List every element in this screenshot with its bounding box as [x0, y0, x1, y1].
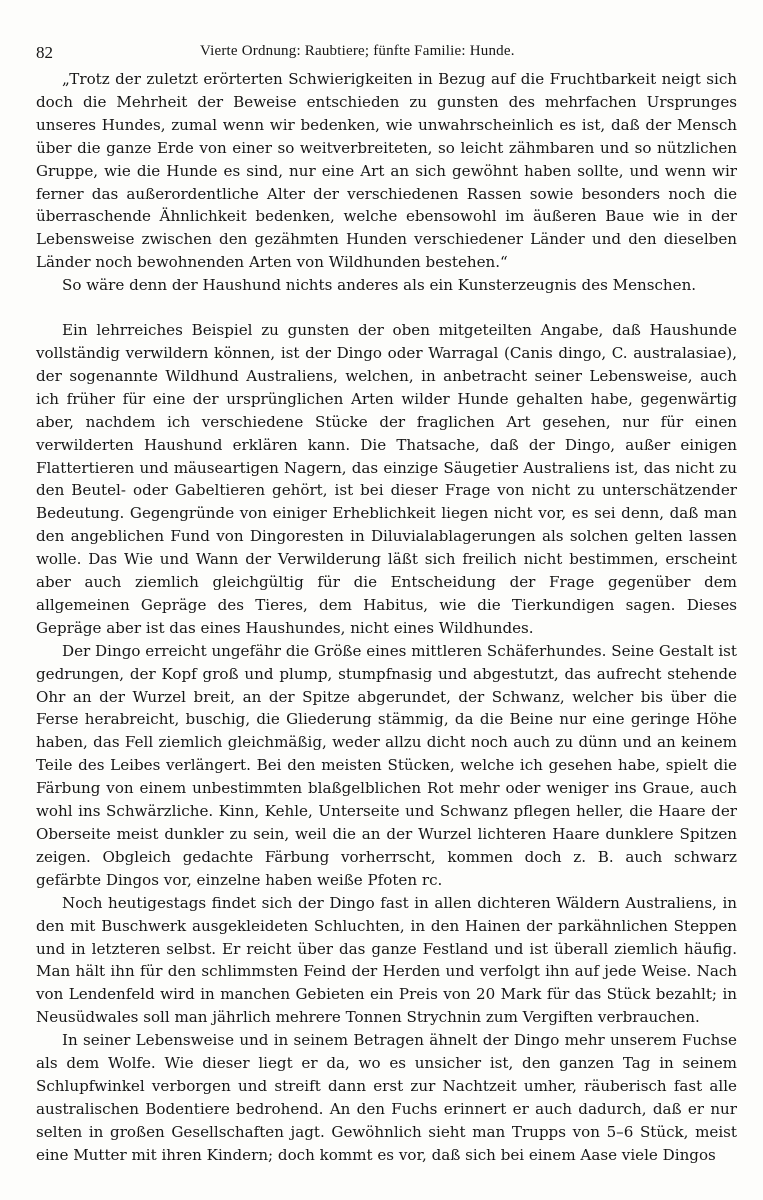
section-gap [36, 297, 737, 319]
paragraph-darwin-quote: „Trotz der zuletzt erörterten Schwierigkeiten in Bezug auf die Fruchtbarkeit neigt sich doch die Mehrheit der Beweise entschieden zu gunsten des mehrfachen Ursprunges unseres Hundes, zumal wenn wir bedenken, wie unwahrscheinlich es ist, daß der Mensch über die ganze Erde von einer so weitverbreiteten, so leicht zähmbaren und so nützlichen Gruppe, wie die Hunde es sind, nur eine Art an sich gewöhnt haben sollte, und wenn wir ferner das außerordentliche Alter der verschiedenen Rassen sowie besonders noch die überraschende Ähnlichkeit bedenken, welche ebensowohl im äußeren Baue wie in der Lebensweise zwischen den gezähmten Hunden verschiedener Länder und den dieselben Länder noch bewohnenden Arten von Wildhunden bestehen.“ [36, 70, 737, 272]
running-title: Vierte Ordnung: Raubtiere; fünfte Familie: Hunde. [200, 43, 515, 59]
body-text [36, 68, 737, 1167]
paragraph-conclusion: So wäre denn der Haushund nichts anderes als ein Kunsterzeugnis des Menschen. [62, 276, 697, 295]
paragraph-dingo-appearance: Der Dingo erreicht ungefähr die Größe eines mittleren Schäferhundes. Seine Gestalt ist gedrungen, der Kopf groß und plump, stumpfnasig und abgestutzt, das aufrecht stehende Ohr an der Wurzel breit, an der Spitze abgerundet, der Schwanz, welcher bis über die Ferse herabreicht, buschig, die Gliederung stämmig, da die Beine nur eine geringe Höhe haben, das Fell ziemlich gleichmäßig, weder allzu dicht noch auch zu dünn und an keinem Teile des Leibes verlängert. Bei den meisten Stücken, welche ich gesehen habe, spielt die Färbung von einem unbestimmten blaßgelblichen Rot mehr oder weniger ins Graue, auch wohl ins Schwärzliche. Kinn, Kehle, Unterseite und Schwanz pflegen heller, die Haare der Oberseite meist dunkler zu sein, weil die an der Wurzel lichteren Haare dunklere Spitzen zeigen. Obgleich gedachte Färbung vorherrscht, kommen doch z. B. auch schwarz gefärbte Dingos vor, einzelne haben weiße Pfoten rc. [36, 641, 737, 889]
paragraph-dingo-intro: Ein lehrreiches Beispiel zu gunsten der oben mitgeteilten Angabe, daß Haushunde vollständig verwildern können, ist der Dingo oder Warragal (Canis dingo, C. australasiae), der sogenannte Wildhund Australiens, welchen, in anbetracht seiner Lebensweise, auch ich früher für eine der ursprünglichen Arten wilder Hunde gehalten habe, gegenwärtig aber, nachdem ich verschiedene Stücke der fraglichen Art gesehen, nur für einen verwilderten Haushund erklären kann. Die Thatsache, daß der Dingo, außer einigen Flattertieren und mäuseartigen Nagern, das einzige Säugetier Australiens ist, das nicht zu den Beutel- oder Gabeltieren gehört, ist bei dieser Frage von nicht zu unterschätzender Bedeutung. Gegengründe von einiger Erheblichkeit liegen nicht vor, es sei denn, daß man den angeblichen Fund von Dingoresten in Diluvialablagerungen als solchen gelten lassen wolle. Das Wie und Wann der Verwilderung läßt sich freilich nicht bestimmen, erscheint aber auch ziemlich gleichgültig für die Entscheidung der Frage gegenüber dem allgemeinen Gepräge des Tieres, dem Habitus, wie die Tierkundigen sagen. Dieses Gepräge aber ist das eines Haushundes, nicht eines Wildhundes. [36, 321, 737, 637]
paragraph-dingo-distribution: Noch heutigestags findet sich der Dingo fast in allen dichteren Wäldern Australiens, in den mit Buschwerk ausgekleideten Schluchten, in den Hainen der parkähnlichen Steppen und in letzteren selbst. Er reicht über das ganze Festland und ist überall ziemlich häufig. Man hält ihn für den schlimmsten Feind der Herden und verfolgt ihn auf jede Weise. Nach von Lendenfeld wird in manchen Gebieten ein Preis von 20 Mark für das Stück bezahlt; in Neusüdwales soll man jährlich mehrere Tonnen Strychnin zum Vergiften verbrauchen. [36, 893, 737, 1027]
page-number: 82 [36, 43, 53, 62]
paragraph-dingo-behavior: In seiner Lebensweise und in seinem Betragen ähnelt der Dingo mehr unserem Fuchse als dem Wolfe. Wie dieser liegt er da, wo es unsicher ist, den ganzen Tag in seinem Schlupfwinkel verborgen und streift dann erst zur Nachtzeit umher, räuberisch fast alle australischen Bodentiere bedrohend. An den Fuchs erinnert er auch dadurch, daß er nur selten in großen Gesellschaften jagt. Gewöhnlich sieht man Trupps von 5–6 Stück, meist eine Mutter mit ihren Kindern; doch kommt es vor, daß sich bei einem Aase viele Dingos [36, 1031, 737, 1164]
page-header [36, 38, 737, 68]
